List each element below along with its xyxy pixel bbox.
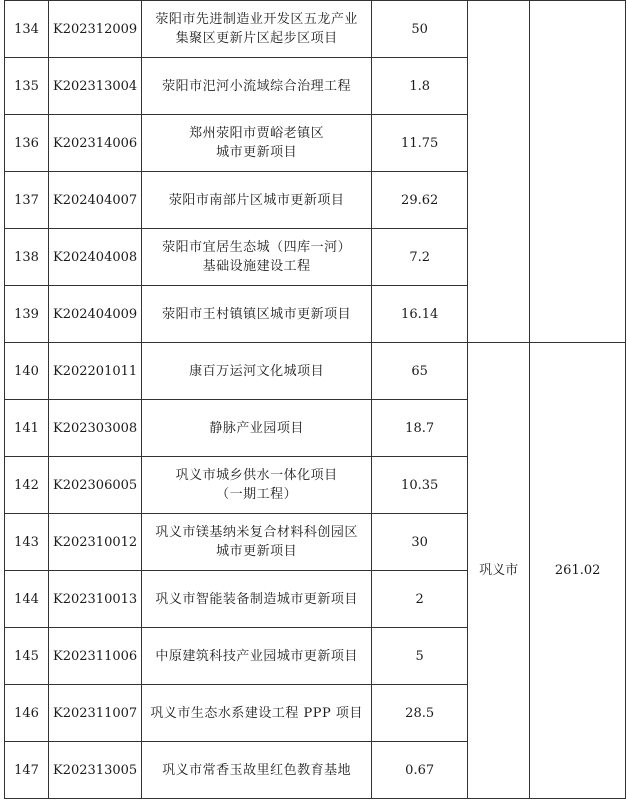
- project-name-line: 基础设施建设工程: [202, 259, 311, 274]
- project-code: K202404009: [49, 286, 142, 343]
- table-row: [5, 343, 626, 400]
- investment-amount: 1.8: [372, 58, 468, 115]
- row-number: 142: [5, 457, 49, 514]
- investment-amount: 7.2: [372, 229, 468, 286]
- project-code: K202306005: [49, 457, 142, 514]
- row-number: 146: [5, 685, 49, 742]
- project-name-line: 荥阳市先进制造业开发区五龙产业: [155, 12, 358, 27]
- investment-amount: 11.75: [372, 115, 468, 172]
- project-code: K202312009: [49, 1, 142, 58]
- project-name-line: 郑州荥阳市贾峪老镇区: [189, 126, 325, 141]
- row-number: 144: [5, 571, 49, 628]
- project-name-line: 巩义市智能装备制造城市更新项目: [155, 591, 358, 607]
- city-name: 巩义市: [468, 343, 530, 799]
- project-table: [4, 0, 626, 799]
- project-code: K202314006: [49, 115, 142, 172]
- investment-amount: 10.35: [372, 457, 468, 514]
- row-number: 147: [5, 742, 49, 799]
- row-number: 140: [5, 343, 49, 400]
- project-name: [142, 1, 372, 58]
- investment-amount: 5: [372, 628, 468, 685]
- project-name: [142, 172, 372, 229]
- project-name-line: 荥阳市王村镇镇区城市更新项目: [162, 306, 352, 322]
- project-name-line: 荥阳市宜居生态城（四库一河）: [162, 240, 352, 255]
- project-name: [142, 58, 372, 115]
- project-name-line: 巩义市镁基纳米复合材料科创园区: [155, 525, 358, 540]
- investment-amount: 29.62: [372, 172, 468, 229]
- project-code: K202311006: [49, 628, 142, 685]
- project-name-line: 荥阳市南部片区城市更新项目: [168, 192, 345, 208]
- row-number: 135: [5, 58, 49, 115]
- row-number: 137: [5, 172, 49, 229]
- investment-amount: 18.7: [372, 400, 468, 457]
- row-number: 134: [5, 1, 49, 58]
- project-name: [142, 628, 372, 685]
- project-name-line: 静脉产业园项目: [209, 420, 304, 436]
- row-number: 143: [5, 514, 49, 571]
- investment-amount: 2: [372, 571, 468, 628]
- investment-amount: 16.14: [372, 286, 468, 343]
- project-code: K202404007: [49, 172, 142, 229]
- project-name: [142, 229, 372, 286]
- row-number: 139: [5, 286, 49, 343]
- row-number: 141: [5, 400, 49, 457]
- project-name-line: 巩义市常香玉故里红色教育基地: [162, 762, 352, 778]
- project-code: K202303008: [49, 400, 142, 457]
- project-name-line: （一期工程）: [216, 487, 298, 502]
- project-name: [142, 286, 372, 343]
- investment-amount: 0.67: [372, 742, 468, 799]
- project-code: K202311007: [49, 685, 142, 742]
- project-code: K202201011: [49, 343, 142, 400]
- project-name-line: 荥阳市汜河小流域综合治理工程: [162, 78, 352, 94]
- project-name-line: 城市更新项目: [216, 145, 298, 160]
- project-name: [142, 115, 372, 172]
- project-code: K202313005: [49, 742, 142, 799]
- project-name: [142, 685, 372, 742]
- city-cell-prev-group: [468, 1, 530, 343]
- project-code: K202310012: [49, 514, 142, 571]
- investment-amount: 50: [372, 1, 468, 58]
- project-name: [142, 742, 372, 799]
- total-cell-prev-group: [530, 1, 626, 343]
- table-body: [5, 1, 626, 799]
- project-name-line: 集聚区更新片区起步区项目: [175, 31, 338, 46]
- project-name-line: 巩义市生态水系建设工程 PPP 项目: [150, 705, 363, 721]
- investment-amount: 30: [372, 514, 468, 571]
- project-name-line: 巩义市城乡供水一体化项目: [175, 468, 338, 483]
- project-name-line: 康百万运河文化城项目: [189, 363, 325, 379]
- project-code: K202404008: [49, 229, 142, 286]
- project-name-line: 中原建筑科技产业园城市更新项目: [155, 648, 358, 664]
- project-name: [142, 457, 372, 514]
- project-code: K202310013: [49, 571, 142, 628]
- city-total: 261.02: [530, 343, 626, 799]
- investment-amount: 28.5: [372, 685, 468, 742]
- project-code: K202313004: [49, 58, 142, 115]
- project-name: [142, 571, 372, 628]
- row-number: 138: [5, 229, 49, 286]
- table-row: [5, 1, 626, 58]
- project-name-line: 城市更新项目: [216, 544, 298, 559]
- project-name: [142, 514, 372, 571]
- row-number: 145: [5, 628, 49, 685]
- row-number: 136: [5, 115, 49, 172]
- investment-amount: 65: [372, 343, 468, 400]
- project-name: [142, 343, 372, 400]
- project-name: [142, 400, 372, 457]
